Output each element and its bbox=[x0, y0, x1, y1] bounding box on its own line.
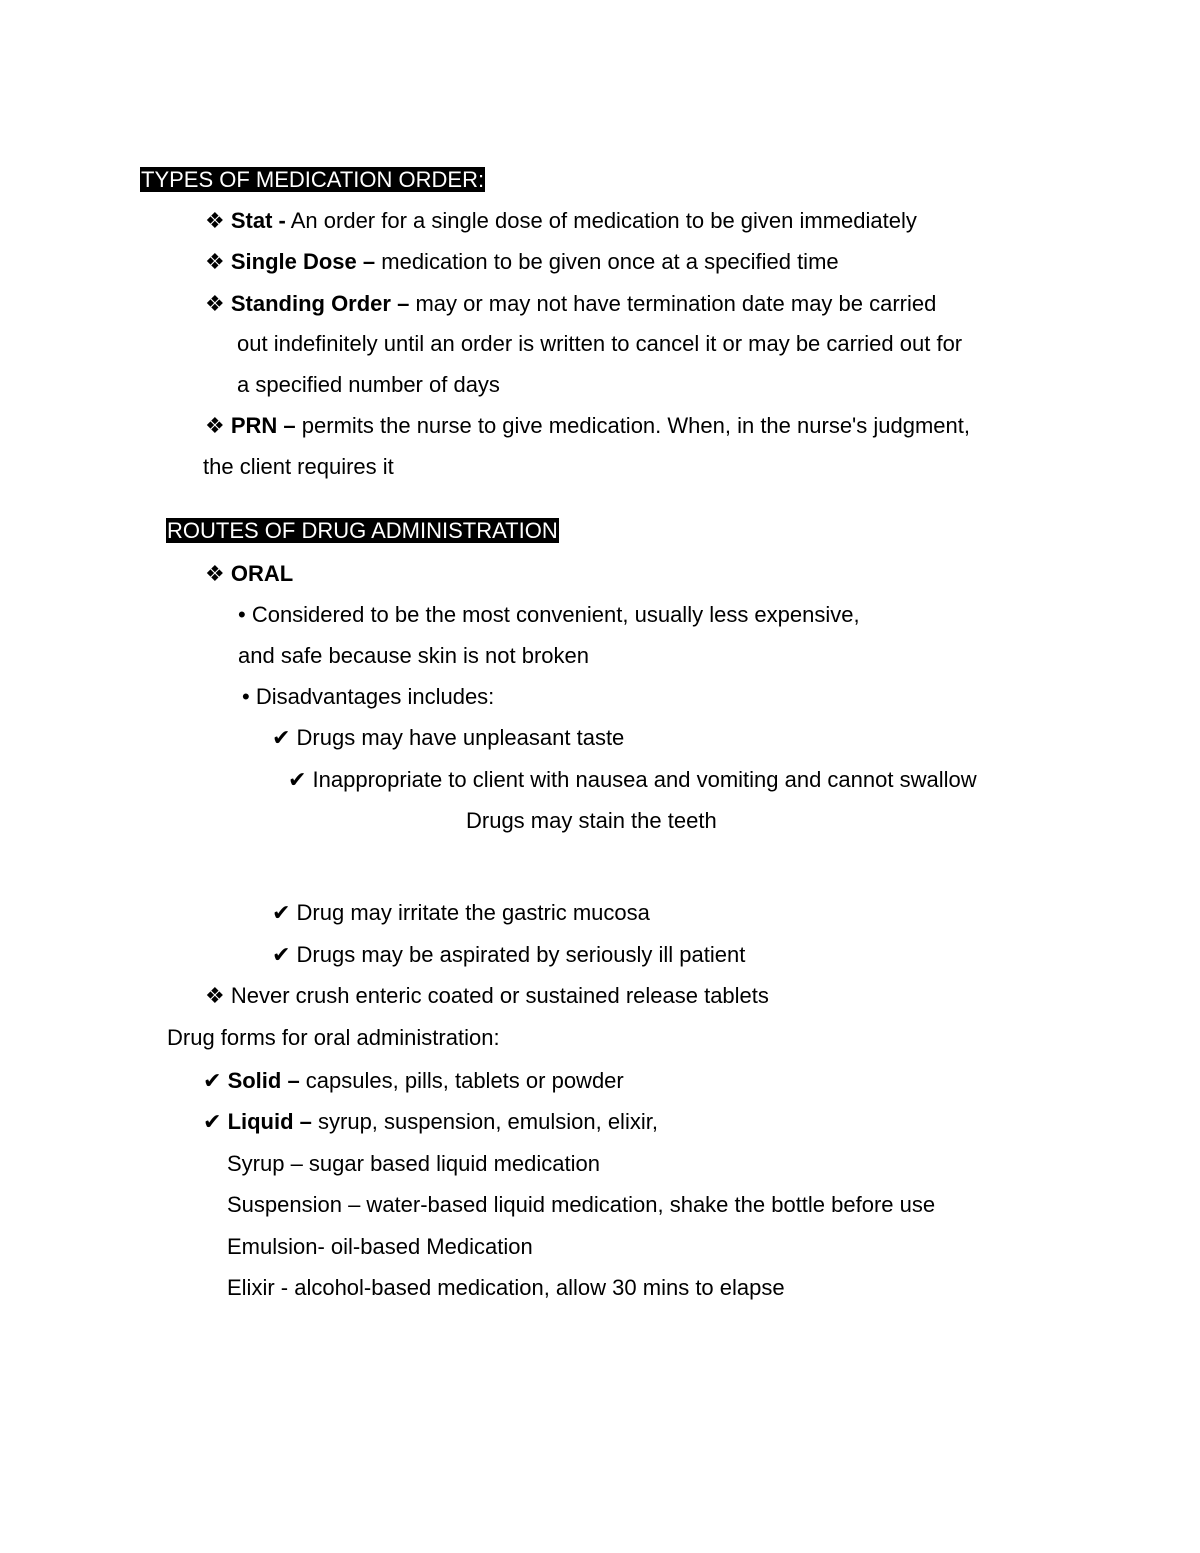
form-liquid bbox=[203, 1108, 658, 1136]
standing-order-continuation-2: a specified number of days bbox=[237, 372, 500, 397]
list-item-oral bbox=[205, 560, 293, 588]
definition-liquid: syrup, suspension, emulsion, elixir, bbox=[311, 1109, 658, 1134]
diamond-bullet-icon: ❖ bbox=[205, 561, 225, 586]
check-icon: ✔ bbox=[203, 1068, 222, 1093]
liquid-elixir: Elixir - alcohol-based medication, allow 30 mins to elapse bbox=[227, 1275, 785, 1300]
definition-stat: An order for a single dose of medication to be given immediately bbox=[285, 208, 917, 233]
definition-solid: capsules, pills, tablets or powder bbox=[299, 1068, 624, 1093]
oral-point-convenient: • Considered to be the most convenient, usually less expensive, bbox=[238, 602, 860, 627]
term-prn: PRN – bbox=[230, 413, 296, 438]
liquid-emulsion: Emulsion- oil-based Medication bbox=[227, 1234, 533, 1259]
disadvantage-taste: ✔ Drugs may have unpleasant taste bbox=[272, 725, 625, 750]
section-heading-routes bbox=[166, 517, 559, 545]
prn-continuation: the client requires it bbox=[203, 454, 394, 479]
heading-text: ROUTES OF DRUG ADMINISTRATION bbox=[167, 518, 558, 543]
term-standing-order: Standing Order – bbox=[230, 291, 410, 316]
liquid-syrup: Syrup – sugar based liquid medication bbox=[227, 1151, 601, 1176]
list-item-single-dose bbox=[205, 248, 839, 276]
list-item-stat bbox=[205, 207, 917, 235]
term-solid: Solid – bbox=[227, 1068, 300, 1093]
diamond-bullet-icon: ❖ bbox=[205, 208, 225, 233]
liquid-suspension: Suspension – water-based liquid medication, shake the bottle before use bbox=[227, 1192, 936, 1217]
check-icon: ✔ bbox=[203, 1109, 222, 1134]
term-stat: Stat - bbox=[230, 208, 286, 233]
definition-single-dose: medication to be given once at a specified time bbox=[375, 249, 839, 274]
disadvantage-stain: Drugs may stain the teeth bbox=[466, 808, 717, 833]
heading-text: TYPES OF MEDICATION ORDER: bbox=[141, 167, 485, 192]
definition-standing-order: may or may not have termination date may be carried bbox=[409, 291, 937, 316]
diamond-bullet-icon: ❖ bbox=[205, 249, 225, 274]
form-solid bbox=[203, 1067, 624, 1095]
drug-forms-heading: Drug forms for oral administration: bbox=[167, 1025, 500, 1050]
list-item-standing-order bbox=[205, 290, 936, 318]
diamond-bullet-icon: ❖ bbox=[205, 291, 225, 316]
section-heading-medication-orders bbox=[140, 166, 485, 194]
oral-point-disadvantages: • Disadvantages includes: bbox=[242, 684, 495, 709]
diamond-bullet-icon: ❖ bbox=[205, 413, 225, 438]
disadvantage-aspirated: ✔ Drugs may be aspirated by seriously ill patient bbox=[272, 942, 746, 967]
oral-point-convenient-continuation: and safe because skin is not broken bbox=[238, 643, 590, 668]
definition-prn: permits the nurse to give medication. When, in the nurse's judgment, bbox=[295, 413, 970, 438]
term-single-dose: Single Dose – bbox=[230, 249, 376, 274]
term-oral: ORAL bbox=[230, 561, 294, 586]
term-liquid: Liquid – bbox=[227, 1109, 312, 1134]
oral-never-crush: ❖ Never crush enteric coated or sustained release tablets bbox=[205, 983, 769, 1008]
disadvantage-gastric: ✔ Drug may irritate the gastric mucosa bbox=[272, 900, 650, 925]
disadvantage-nausea: ✔ Inappropriate to client with nausea and vomiting and cannot swallow bbox=[288, 767, 977, 792]
list-item-prn bbox=[205, 412, 970, 440]
standing-order-continuation-1: out indefinitely until an order is written to cancel it or may be carried out for bbox=[237, 331, 963, 356]
